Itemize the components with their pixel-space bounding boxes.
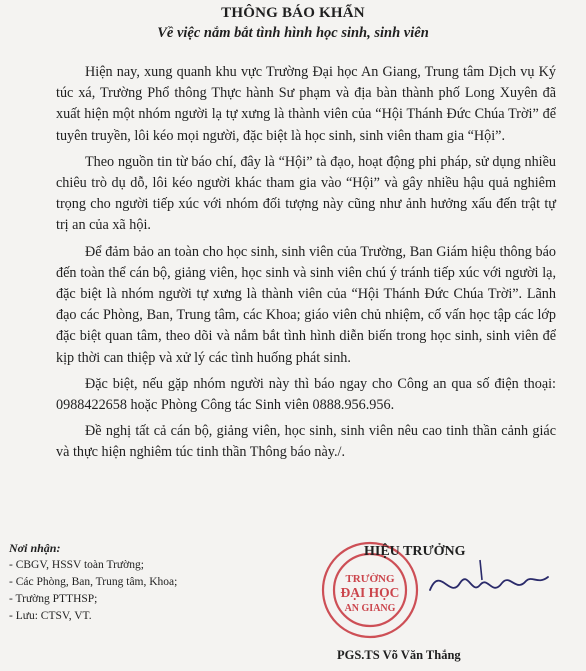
document-title: THÔNG BÁO KHẨN <box>221 5 365 21</box>
recipient-line: - Các Phòng, Ban, Trung tâm, Khoa; <box>9 576 178 588</box>
seal-text-mid: ĐẠI HỌC <box>340 585 400 600</box>
recipients-block <box>9 540 259 625</box>
seal-text-bot: AN GIANG <box>344 603 396 614</box>
recipients-heading: Nơi nhận: <box>9 541 61 555</box>
seal-text-top: TRƯỜNG <box>345 573 395 585</box>
paragraph-5: Đề nghị tất cả cán bộ, giảng viên, học sinh, sinh viên nêu cao tinh thần cảnh giác và thực hiện nghiêm túc tinh thần Thông báo này./. <box>56 423 556 461</box>
paragraph-2: Theo nguồn tin từ báo chí, đây là “Hội” tà đạo, hoạt động phi pháp, sử dụng nhiều chiêu trò dụ dỗ, lôi kéo người khác tham gia vào “Hội” và gây nhiều hậu quả nghiêm trọng cho người tiếp xúc với nhóm đối tượng này cũng như ảnh hưởng xấu đến trật tự trị an của xã hội. <box>56 153 556 234</box>
document-subtitle: Về việc nắm bắt tình hình học sinh, sinh viên <box>157 25 429 41</box>
document-body <box>56 62 556 469</box>
handwritten-signature <box>420 555 560 615</box>
recipient-line: - Trường PTTHSP; <box>9 593 98 605</box>
recipient-line: - Lưu: CTSV, VT. <box>9 610 92 622</box>
recipient-line: - CBGV, HSSV toàn Trường; <box>9 559 144 571</box>
paragraph-4: Đặc biệt, nếu gặp nhóm người này thì báo ngay cho Công an qua số điện thoại: 0988422658 hoặc Phòng Công tác Sinh viên 0888.956.956. <box>56 375 556 414</box>
paragraph-3: Để đảm bảo an toàn cho học sinh, sinh viên của Trường, Ban Giám hiệu thông báo đến toàn thể cán bộ, giảng viên, học sinh và sinh viên chú ý tránh tiếp xúc với người lạ, đặc biệt là nhóm người tự xưng là thành viên của “Hội Thánh Đức Chúa Trời”. Lãnh đạo các Phòng, Ban, Trung tâm, các Khoa; giáo viên chủ nhiệm, cố vấn học tập các lớp đặc biệt quan tâm, theo dõi và nắm bắt tình hình diễn biến trong học sinh, sinh viên để kịp thời can thiệp và xử lý các tình huống phát sinh. <box>56 243 556 366</box>
signer-name: PGS.TS Võ Văn Thắng <box>337 648 461 662</box>
signer-title: HIỆU TRƯỞNG <box>364 544 466 559</box>
paragraph-1: Hiện nay, xung quanh khu vực Trường Đại học An Giang, Trung tâm Dịch vụ Ký túc xá, Trường Phổ thông Thực hành Sư phạm và địa bàn thành phố Long Xuyên đã xuất hiện một nhóm người lạ tự xưng là thành viên của “Hội Thánh Đức Chúa Trời” để tuyên truyền, lôi kéo mọi người, đặc biệt là học sinh, sinh viên tham gia “Hội”. <box>56 64 556 144</box>
